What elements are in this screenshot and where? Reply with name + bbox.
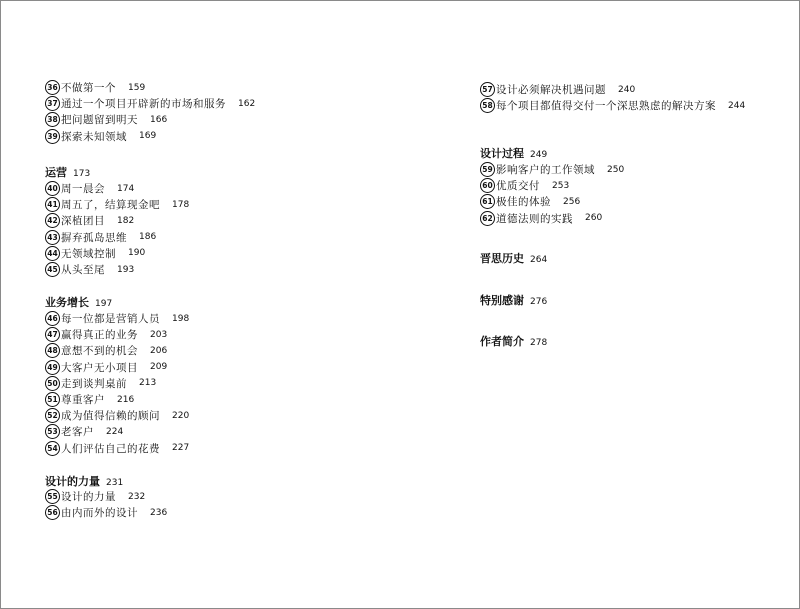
toc-entry[interactable] xyxy=(45,262,134,277)
chapter-number-badge: 41 xyxy=(45,197,60,212)
page-number: 203 xyxy=(150,329,168,340)
toc-entry[interactable] xyxy=(45,181,134,196)
toc-entry[interactable] xyxy=(480,162,624,177)
toc-entry[interactable] xyxy=(480,82,635,97)
chapter-number-badge: 62 xyxy=(480,211,495,226)
page-number: 186 xyxy=(139,232,157,243)
chapter-title: 人们评估自己的花费 xyxy=(61,442,160,455)
page-number: 260 xyxy=(585,213,603,224)
chapter-title: 优质交付 xyxy=(496,180,540,193)
chapter-number-badge: 53 xyxy=(45,424,60,439)
page-number: 178 xyxy=(172,199,190,210)
chapter-number-badge: 56 xyxy=(45,505,60,520)
section-title: 设计的力量 xyxy=(45,475,100,488)
chapter-number-badge: 60 xyxy=(480,178,495,193)
section-page-number: 278 xyxy=(530,338,548,348)
chapter-number-badge: 37 xyxy=(45,96,60,111)
chapter-title: 摒弃孤岛思维 xyxy=(61,231,127,244)
chapter-title: 极佳的体验 xyxy=(496,196,551,209)
chapter-title: 把问题留到明天 xyxy=(61,114,138,127)
section-page-number: 264 xyxy=(530,255,548,265)
page-number: 213 xyxy=(139,378,157,389)
section-heading-design-process[interactable] xyxy=(480,145,547,161)
chapter-title: 从头至尾 xyxy=(61,264,105,276)
section-heading-business-growth[interactable] xyxy=(45,294,112,310)
toc-entry[interactable] xyxy=(45,489,145,504)
section-heading-special-thanks[interactable] xyxy=(480,292,547,308)
chapter-number-badge: 46 xyxy=(45,311,60,326)
page-number: 250 xyxy=(607,164,625,175)
chapter-title: 无领域控制 xyxy=(61,247,116,260)
chapter-number-badge: 47 xyxy=(45,327,60,342)
page-number: 220 xyxy=(172,410,190,421)
chapter-number-badge: 55 xyxy=(45,489,60,504)
section-title: 特别感谢 xyxy=(480,294,524,307)
toc-entry[interactable] xyxy=(45,129,156,144)
chapter-title: 走到谈判桌前 xyxy=(61,377,127,390)
page-number: 159 xyxy=(128,82,146,93)
section-page-number: 231 xyxy=(106,478,124,488)
chapter-title: 由内而外的设计 xyxy=(61,507,138,520)
chapter-number-badge: 38 xyxy=(45,112,60,127)
page-number: 227 xyxy=(172,443,190,454)
page-number: 244 xyxy=(728,100,746,111)
section-heading-operations[interactable] xyxy=(45,164,90,180)
chapter-number-badge: 49 xyxy=(45,360,60,375)
chapter-title: 设计的力量 xyxy=(61,491,116,503)
chapter-number-badge: 42 xyxy=(45,213,60,228)
toc-entry[interactable] xyxy=(480,211,602,226)
toc-entry[interactable] xyxy=(45,197,189,212)
chapter-number-badge: 44 xyxy=(45,246,60,261)
chapter-number-badge: 48 xyxy=(45,343,60,358)
page-number: 174 xyxy=(117,183,135,194)
toc-entry[interactable] xyxy=(45,343,167,358)
page-number: 236 xyxy=(150,507,168,518)
chapter-number-badge: 52 xyxy=(45,408,60,423)
chapter-number-badge: 51 xyxy=(45,392,60,407)
chapter-title: 每个项目都值得交付一个深思熟虑的解决方案 xyxy=(496,100,716,113)
chapter-number-badge: 45 xyxy=(45,262,60,277)
section-title: 晋思历史 xyxy=(480,252,524,265)
toc-entry[interactable] xyxy=(45,246,145,261)
page-number: 256 xyxy=(563,196,581,207)
chapter-title: 赢得真正的业务 xyxy=(61,329,138,342)
toc-entry[interactable] xyxy=(45,505,167,520)
chapter-number-badge: 50 xyxy=(45,376,60,391)
chapter-number-badge: 61 xyxy=(480,194,495,209)
toc-entry[interactable] xyxy=(480,194,580,209)
toc-entry[interactable] xyxy=(45,327,167,342)
page-number: 166 xyxy=(150,114,168,125)
page-number: 169 xyxy=(139,131,157,142)
toc-entry[interactable] xyxy=(45,408,189,423)
chapter-title: 设计必须解决机遇问题 xyxy=(496,84,606,96)
chapter-title: 尊重客户 xyxy=(61,394,105,406)
page-number: 206 xyxy=(150,345,168,356)
page-number: 216 xyxy=(117,394,135,405)
chapter-number-badge: 59 xyxy=(480,162,495,177)
toc-entry[interactable] xyxy=(45,213,134,228)
chapter-number-badge: 40 xyxy=(45,181,60,196)
section-title: 设计过程 xyxy=(480,147,524,160)
section-title: 业务增长 xyxy=(45,296,89,309)
page-number: 224 xyxy=(106,426,124,437)
chapter-number-badge: 39 xyxy=(45,129,60,144)
chapter-title: 探索未知领域 xyxy=(61,130,127,143)
section-title: 运营 xyxy=(45,166,67,179)
chapter-title: 通过一个项目开辟新的市场和服务 xyxy=(61,98,226,111)
section-title: 作者简介 xyxy=(480,335,524,348)
chapter-title: 成为值得信赖的顾问 xyxy=(61,410,160,423)
toc-entry[interactable] xyxy=(45,112,167,127)
section-page-number: 276 xyxy=(530,297,548,307)
chapter-title: 不做第一个 xyxy=(61,82,116,94)
chapter-title: 周五了，结算现金吧 xyxy=(61,199,160,212)
toc-entry[interactable] xyxy=(45,360,167,375)
toc-entry[interactable] xyxy=(45,424,123,439)
chapter-number-badge: 36 xyxy=(45,80,60,95)
section-page-number: 173 xyxy=(73,169,91,179)
chapter-title: 周一晨会 xyxy=(61,183,105,195)
page-number: 240 xyxy=(618,84,636,95)
chapter-number-badge: 43 xyxy=(45,230,60,245)
toc-entry[interactable] xyxy=(45,311,189,326)
section-page-number: 249 xyxy=(530,150,548,160)
chapter-title: 深植团目 xyxy=(61,215,105,228)
page-number: 253 xyxy=(552,180,570,191)
toc-entry[interactable] xyxy=(45,230,156,245)
toc-entry[interactable] xyxy=(45,80,145,95)
toc-entry[interactable] xyxy=(45,376,156,391)
toc-entry[interactable] xyxy=(480,178,569,193)
chapter-number-badge: 54 xyxy=(45,441,60,456)
section-heading-about-author[interactable] xyxy=(480,333,547,349)
section-page-number: 197 xyxy=(95,299,113,309)
section-heading-history[interactable] xyxy=(480,250,547,266)
toc-entry[interactable] xyxy=(45,96,255,111)
chapter-title: 意想不到的机会 xyxy=(61,345,138,358)
chapter-title: 老客户 xyxy=(61,426,94,439)
chapter-title: 大客户无小项目 xyxy=(61,361,138,374)
section-heading-power-of-design[interactable] xyxy=(45,473,123,489)
chapter-number-badge: 58 xyxy=(480,98,495,113)
chapter-title: 每一位都是营销人员 xyxy=(61,313,160,325)
page-number: 162 xyxy=(238,98,256,109)
toc-entry[interactable] xyxy=(45,392,134,407)
page-number: 209 xyxy=(150,362,168,373)
chapter-title: 道德法则的实践 xyxy=(496,212,573,225)
page-number: 198 xyxy=(172,313,190,324)
toc-entry[interactable] xyxy=(45,441,189,456)
page-number: 232 xyxy=(128,491,146,502)
toc-entry[interactable] xyxy=(480,98,745,113)
chapter-title: 影响客户的工作领域 xyxy=(496,164,595,176)
chapter-number-badge: 57 xyxy=(480,82,495,97)
page-number: 190 xyxy=(128,248,146,259)
page-number: 193 xyxy=(117,264,135,275)
page-number: 182 xyxy=(117,215,135,226)
